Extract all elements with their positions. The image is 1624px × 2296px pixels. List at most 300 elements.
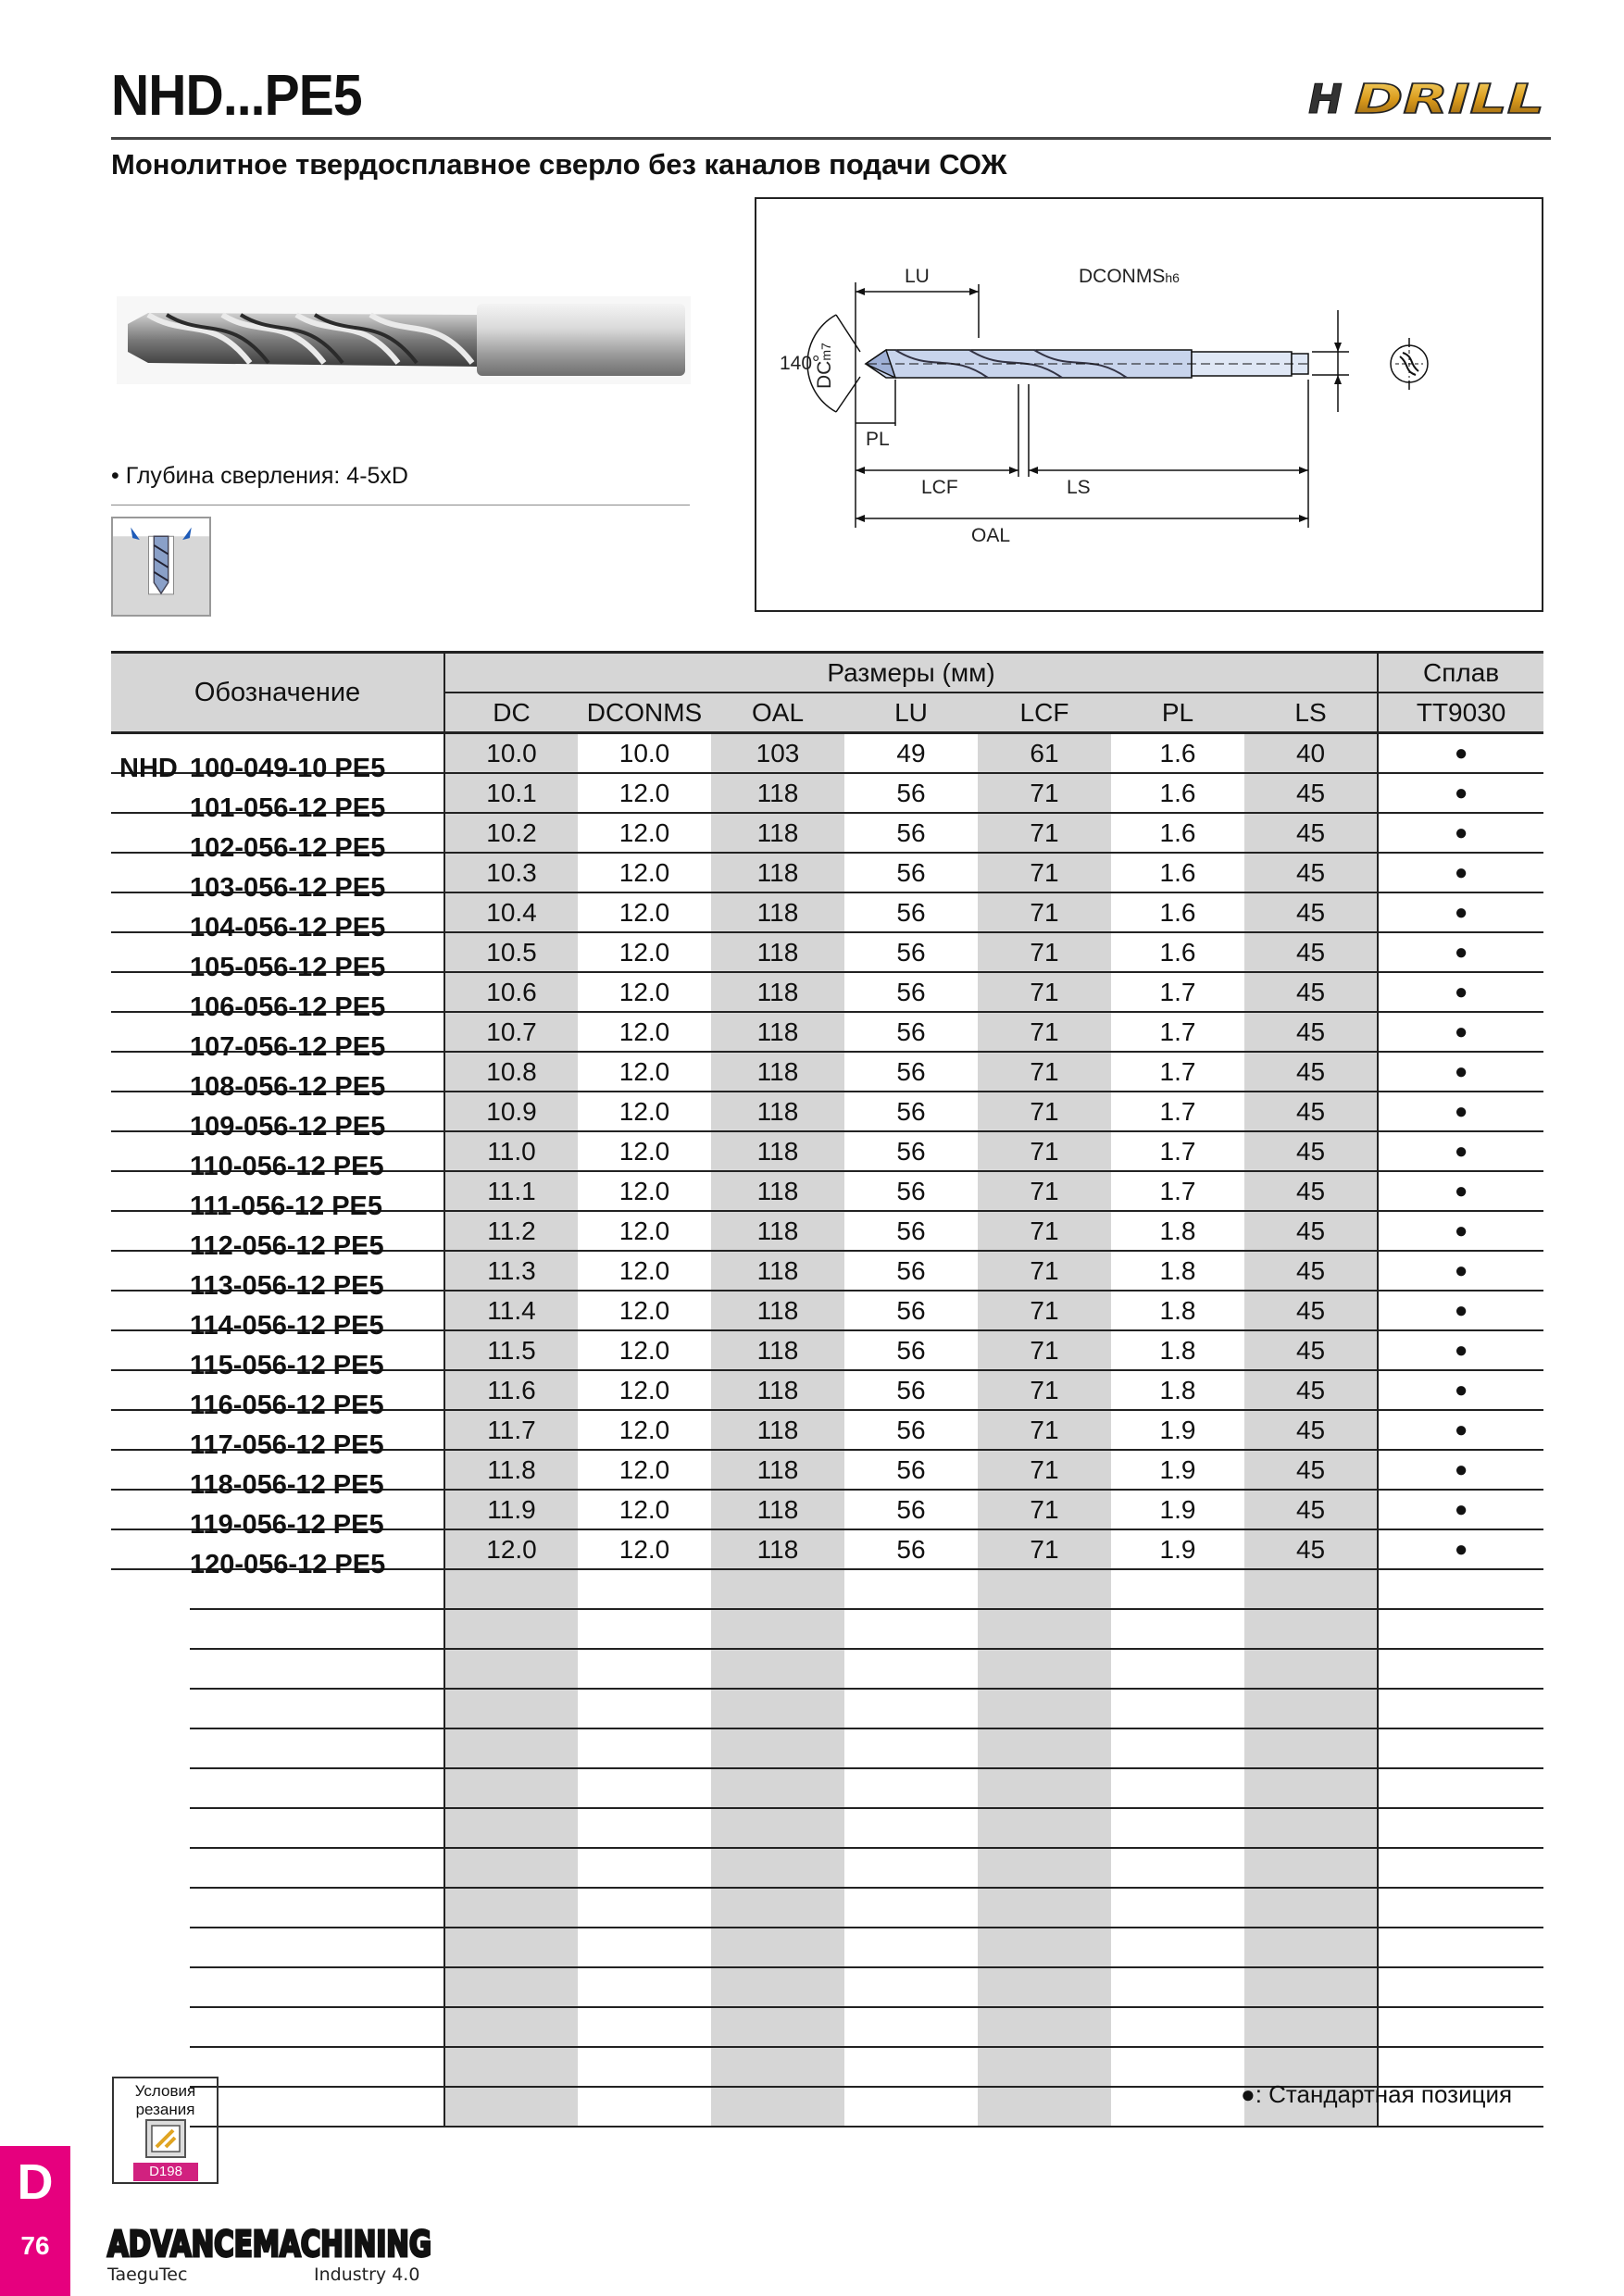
cell-dconms: 12.0 [578, 1171, 711, 1211]
cell-lcf: 71 [978, 1171, 1111, 1211]
designation-code: 120-056-12 PE5 [190, 1549, 386, 1579]
empty-cell [1378, 1569, 1543, 1609]
empty-cell [711, 1928, 844, 1967]
empty-cell [578, 1569, 711, 1609]
empty-cell [1244, 1569, 1378, 1609]
cell-lcf: 71 [978, 773, 1111, 813]
designation-cell [111, 1092, 444, 1142]
column-header-ls: LS [1244, 693, 1378, 733]
cell-pl: 1.8 [1111, 1330, 1244, 1370]
empty-cell [1244, 1609, 1378, 1649]
designation-cell [111, 1689, 444, 1728]
designation-cell [111, 932, 444, 982]
empty-cell [1244, 1768, 1378, 1808]
cell-lcf: 71 [978, 813, 1111, 853]
designation-cell [111, 733, 444, 783]
empty-cell [1111, 1848, 1244, 1888]
cell-alloy: ● [1378, 853, 1543, 892]
cell-lcf: 71 [978, 1291, 1111, 1330]
cell-dc: 10.8 [444, 1052, 578, 1092]
empty-cell [711, 1689, 844, 1728]
empty-cell [711, 1808, 844, 1848]
designation-code: 108-056-12 PE5 [190, 1071, 386, 1102]
cell-ls: 45 [1244, 1012, 1378, 1052]
empty-cell [578, 1928, 711, 1967]
cell-dconms: 12.0 [578, 813, 711, 853]
designation-code: 109-056-12 PE5 [190, 1111, 386, 1142]
svg-text:TaeguTec: TaeguTec [107, 2265, 188, 2285]
empty-cell [1111, 1808, 1244, 1848]
cell-lu: 49 [844, 733, 978, 774]
ls-label: LS [1067, 477, 1091, 498]
empty-cell [1111, 2047, 1244, 2087]
empty-row [111, 1689, 1543, 1728]
designation-cell [111, 892, 444, 942]
cell-ls: 45 [1244, 1370, 1378, 1410]
designation-cell [111, 1211, 444, 1261]
cell-oal: 118 [711, 1330, 844, 1370]
cell-ls: 45 [1244, 1171, 1378, 1211]
cell-pl: 1.9 [1111, 1410, 1244, 1450]
cell-lcf: 71 [978, 1370, 1111, 1410]
cell-pl: 1.7 [1111, 972, 1244, 1012]
cell-pl: 1.9 [1111, 1490, 1244, 1529]
cell-lu: 56 [844, 892, 978, 932]
cell-pl: 1.7 [1111, 1092, 1244, 1131]
empty-cell [1111, 1689, 1244, 1728]
cell-lcf: 71 [978, 1450, 1111, 1490]
column-header-lcf: LCF [978, 693, 1111, 733]
technical-drawing [755, 197, 1543, 612]
empty-cell [444, 1808, 578, 1848]
column-header-dc: DC [444, 693, 578, 733]
cell-dc: 11.4 [444, 1291, 578, 1330]
designation-cell [111, 1728, 444, 1768]
cell-lu: 56 [844, 1092, 978, 1131]
designation-cell [111, 1370, 444, 1420]
cell-lcf: 71 [978, 1410, 1111, 1450]
designation-cell [111, 1609, 444, 1649]
designation-code: 117-056-12 PE5 [190, 1429, 384, 1460]
empty-cell [578, 1967, 711, 2007]
empty-cell [711, 1609, 844, 1649]
cell-alloy: ● [1378, 773, 1543, 813]
cell-dc: 10.7 [444, 1012, 578, 1052]
cell-alloy: ● [1378, 892, 1543, 932]
empty-cell [1111, 1967, 1244, 2007]
empty-cell [578, 1848, 711, 1888]
designation-cell [111, 1131, 444, 1181]
empty-cell [1111, 2007, 1244, 2047]
cell-alloy: ● [1378, 932, 1543, 972]
cell-alloy: ● [1378, 1330, 1543, 1370]
designation-code: 107-056-12 PE5 [190, 1031, 386, 1062]
cell-oal: 118 [711, 1291, 844, 1330]
empty-cell [1378, 1689, 1543, 1728]
cell-lcf: 71 [978, 1092, 1111, 1131]
cell-dc: 11.7 [444, 1410, 578, 1450]
cell-lu: 56 [844, 1211, 978, 1251]
designation-cell [111, 773, 444, 823]
cell-pl: 1.8 [1111, 1370, 1244, 1410]
empty-cell [578, 1609, 711, 1649]
cell-dconms: 12.0 [578, 1251, 711, 1291]
table-row [111, 892, 1543, 932]
cell-oal: 118 [711, 813, 844, 853]
empty-cell [444, 1768, 578, 1808]
cell-dconms: 12.0 [578, 1450, 711, 1490]
table-row [111, 1291, 1543, 1330]
cell-pl: 1.9 [1111, 1529, 1244, 1569]
cell-lcf: 71 [978, 853, 1111, 892]
designation-cell [111, 813, 444, 863]
cell-ls: 45 [1244, 813, 1378, 853]
cell-pl: 1.6 [1111, 892, 1244, 932]
cell-dc: 10.0 [444, 733, 578, 774]
cell-oal: 118 [711, 1410, 844, 1450]
cell-lu: 56 [844, 1410, 978, 1450]
cell-dconms: 12.0 [578, 1052, 711, 1092]
designation-cell [111, 853, 444, 903]
empty-cell [1111, 1609, 1244, 1649]
row-rule [190, 2126, 443, 2128]
empty-row [111, 1728, 1543, 1768]
empty-cell [1378, 1768, 1543, 1808]
cell-oal: 103 [711, 733, 844, 774]
designation-cell [111, 1808, 444, 1848]
svg-text:Industry 4.0: Industry 4.0 [314, 2265, 420, 2285]
empty-cell [1111, 1569, 1244, 1609]
cell-alloy: ● [1378, 1291, 1543, 1330]
cell-dc: 10.5 [444, 932, 578, 972]
empty-cell [578, 1808, 711, 1848]
cell-lcf: 71 [978, 932, 1111, 972]
cell-lcf: 71 [978, 1211, 1111, 1251]
empty-cell [978, 1848, 1111, 1888]
cell-alloy: ● [1378, 972, 1543, 1012]
cell-lu: 56 [844, 1052, 978, 1092]
cell-dconms: 12.0 [578, 1092, 711, 1131]
table-row [111, 1092, 1543, 1131]
cell-ls: 45 [1244, 1291, 1378, 1330]
cell-oal: 118 [711, 1529, 844, 1569]
designation-cell [111, 1330, 444, 1380]
empty-cell [844, 1967, 978, 2007]
empty-cell [1244, 1967, 1378, 2007]
cell-alloy: ● [1378, 1490, 1543, 1529]
application-icon [111, 517, 211, 617]
cell-dconms: 12.0 [578, 1529, 711, 1569]
empty-cell [444, 1928, 578, 1967]
empty-cell [844, 1609, 978, 1649]
empty-cell [978, 1888, 1111, 1928]
cell-ls: 45 [1244, 972, 1378, 1012]
empty-cell [978, 2087, 1111, 2127]
designation-cell [111, 1529, 444, 1579]
column-header-oal: OAL [711, 693, 844, 733]
empty-cell [1244, 1848, 1378, 1888]
table-row [111, 1171, 1543, 1211]
empty-cell [578, 2007, 711, 2047]
designation-code: 118-056-12 PE5 [190, 1469, 384, 1500]
cell-ls: 45 [1244, 773, 1378, 813]
cell-lu: 56 [844, 813, 978, 853]
table-row [111, 1330, 1543, 1370]
designation-cell [111, 1490, 444, 1540]
empty-row [111, 1768, 1543, 1808]
cell-ls: 45 [1244, 1490, 1378, 1529]
column-header-pl: PL [1111, 693, 1244, 733]
table-row [111, 932, 1543, 972]
empty-cell [578, 2087, 711, 2127]
designation-cell [111, 972, 444, 1022]
alloy-header: Сплав [1378, 653, 1543, 693]
empty-cell [844, 1808, 978, 1848]
empty-cell [711, 1569, 844, 1609]
cell-dconms: 12.0 [578, 773, 711, 813]
cell-pl: 1.7 [1111, 1052, 1244, 1092]
empty-cell [444, 2087, 578, 2127]
designation-code: 116-056-12 PE5 [190, 1390, 384, 1420]
cell-oal: 118 [711, 1052, 844, 1092]
table-row [111, 733, 1543, 774]
cell-alloy: ● [1378, 1450, 1543, 1490]
empty-cell [844, 2007, 978, 2047]
designation-cell [111, 1967, 444, 2007]
cell-lu: 56 [844, 773, 978, 813]
cell-dconms: 12.0 [578, 892, 711, 932]
cell-dconms: 12.0 [578, 853, 711, 892]
cell-lcf: 71 [978, 1330, 1111, 1370]
cell-dc: 11.2 [444, 1211, 578, 1251]
empty-cell [844, 1689, 978, 1728]
specification-table [111, 651, 1543, 2128]
empty-cell [1111, 1888, 1244, 1928]
empty-row [111, 1928, 1543, 1967]
cell-dconms: 12.0 [578, 1131, 711, 1171]
cell-ls: 45 [1244, 1330, 1378, 1370]
cell-oal: 118 [711, 1171, 844, 1211]
empty-cell [444, 1689, 578, 1728]
designation-code: 113-056-12 PE5 [190, 1270, 384, 1301]
cell-oal: 118 [711, 853, 844, 892]
empty-cell [444, 1569, 578, 1609]
cell-dc: 10.4 [444, 892, 578, 932]
cell-dconms: 12.0 [578, 1012, 711, 1052]
empty-cell [1244, 2007, 1378, 2047]
empty-cell [1111, 2087, 1244, 2127]
empty-cell [1378, 2007, 1543, 2047]
designation-header: Обозначение [111, 653, 444, 733]
column-header-dconms: DCONMS [578, 693, 711, 733]
empty-cell [711, 1967, 844, 2007]
empty-cell [978, 1689, 1111, 1728]
empty-cell [978, 1808, 1111, 1848]
designation-prefix: NHD [119, 753, 178, 783]
empty-cell [1244, 1728, 1378, 1768]
empty-cell [578, 1649, 711, 1689]
empty-cell [978, 2047, 1111, 2087]
lcf-label: LCF [921, 477, 958, 498]
empty-cell [1111, 1928, 1244, 1967]
table-row [111, 1370, 1543, 1410]
cell-lu: 56 [844, 853, 978, 892]
cell-alloy: ● [1378, 1131, 1543, 1171]
cell-dc: 10.6 [444, 972, 578, 1012]
empty-cell [1378, 1888, 1543, 1928]
cell-pl: 1.6 [1111, 813, 1244, 853]
cell-oal: 118 [711, 1370, 844, 1410]
empty-cell [578, 1888, 711, 1928]
cell-oal: 118 [711, 1131, 844, 1171]
cell-ls: 45 [1244, 892, 1378, 932]
designation-code: 105-056-12 PE5 [190, 952, 386, 982]
cell-ls: 45 [1244, 1211, 1378, 1251]
cell-dconms: 12.0 [578, 1370, 711, 1410]
cell-lcf: 71 [978, 972, 1111, 1012]
legend: ●: Стандартная позиция [1241, 2080, 1513, 2108]
cell-oal: 118 [711, 1092, 844, 1131]
table-row [111, 1490, 1543, 1529]
cell-alloy: ● [1378, 1171, 1543, 1211]
cell-pl: 1.6 [1111, 773, 1244, 813]
cell-oal: 118 [711, 932, 844, 972]
cell-lu: 56 [844, 1450, 978, 1490]
empty-cell [1244, 1928, 1378, 1967]
cell-dc: 10.1 [444, 773, 578, 813]
cell-alloy: ● [1378, 1012, 1543, 1052]
designation-cell [111, 1649, 444, 1689]
cell-dconms: 12.0 [578, 972, 711, 1012]
empty-cell [844, 2087, 978, 2127]
cell-ls: 45 [1244, 853, 1378, 892]
cell-lu: 56 [844, 1370, 978, 1410]
empty-cell [711, 2047, 844, 2087]
designation-code: 100-049-10 PE5 [190, 753, 386, 783]
cell-dconms: 12.0 [578, 1291, 711, 1330]
cell-ls: 45 [1244, 1251, 1378, 1291]
empty-cell [444, 1848, 578, 1888]
empty-cell [444, 2047, 578, 2087]
cell-lcf: 71 [978, 892, 1111, 932]
table-row [111, 1410, 1543, 1450]
cell-dc: 10.3 [444, 853, 578, 892]
alloy-grade-header: TT9030 [1378, 693, 1543, 733]
cell-dc: 11.0 [444, 1131, 578, 1171]
cell-lu: 56 [844, 1490, 978, 1529]
svg-text:ADVANCEMACHINING: ADVANCEMACHINING [107, 2224, 431, 2265]
cell-pl: 1.8 [1111, 1211, 1244, 1251]
designation-code: 115-056-12 PE5 [190, 1350, 384, 1380]
cell-oal: 118 [711, 773, 844, 813]
hdrill-logo [1301, 74, 1551, 122]
cell-oal: 118 [711, 1012, 844, 1052]
cell-dc: 11.3 [444, 1251, 578, 1291]
cell-pl: 1.9 [1111, 1450, 1244, 1490]
section-letter: D [17, 2154, 54, 2210]
oal-label: OAL [971, 525, 1011, 546]
empty-cell [444, 1888, 578, 1928]
cell-oal: 118 [711, 1211, 844, 1251]
cell-oal: 118 [711, 1450, 844, 1490]
table-row [111, 853, 1543, 892]
designation-cell [111, 1171, 444, 1221]
cell-dconms: 10.0 [578, 733, 711, 774]
designation-cell [111, 1569, 444, 1609]
cell-oal: 118 [711, 1490, 844, 1529]
cell-dconms: 12.0 [578, 1211, 711, 1251]
empty-cell [711, 1848, 844, 1888]
cell-alloy: ● [1378, 733, 1543, 774]
designation-cell [111, 1291, 444, 1341]
svg-text:DRILL: DRILL [1355, 76, 1544, 122]
designation-code: 102-056-12 PE5 [190, 832, 386, 863]
cell-pl: 1.7 [1111, 1012, 1244, 1052]
designation-code: 110-056-12 PE5 [190, 1151, 384, 1181]
empty-cell [1378, 1967, 1543, 2007]
cell-pl: 1.7 [1111, 1171, 1244, 1211]
table-row [111, 773, 1543, 813]
cell-ls: 45 [1244, 1529, 1378, 1569]
cell-dc: 12.0 [444, 1529, 578, 1569]
empty-cell [1244, 1888, 1378, 1928]
cell-lu: 56 [844, 972, 978, 1012]
empty-cell [978, 1928, 1111, 1967]
cell-lu: 56 [844, 1251, 978, 1291]
designation-code: 112-056-12 PE5 [190, 1230, 384, 1261]
designation-code: 103-056-12 PE5 [190, 872, 386, 903]
cell-lu: 56 [844, 932, 978, 972]
empty-cell [978, 1609, 1111, 1649]
cell-pl: 1.6 [1111, 733, 1244, 774]
cell-pl: 1.8 [1111, 1251, 1244, 1291]
cell-ls: 45 [1244, 1410, 1378, 1450]
empty-cell [1111, 1728, 1244, 1768]
cutting-conditions-link[interactable] [112, 2077, 219, 2184]
empty-cell [711, 1768, 844, 1808]
empty-cell [978, 1768, 1111, 1808]
empty-cell [444, 2007, 578, 2047]
empty-row [111, 1569, 1543, 1609]
designation-cell [111, 1052, 444, 1102]
empty-cell [844, 1728, 978, 1768]
cell-dconms: 12.0 [578, 1490, 711, 1529]
dimensions-header: Размеры (мм) [444, 653, 1378, 693]
cutting-conditions-icon [145, 2119, 186, 2158]
pl-label: PL [866, 429, 890, 450]
cell-dc: 11.6 [444, 1370, 578, 1410]
table-row [111, 1052, 1543, 1092]
cell-pl: 1.8 [1111, 1291, 1244, 1330]
designation-cell [111, 1012, 444, 1062]
cell-oal: 118 [711, 892, 844, 932]
cell-lcf: 61 [978, 733, 1111, 774]
cell-dc: 10.2 [444, 813, 578, 853]
cell-dc: 11.5 [444, 1330, 578, 1370]
designation-cell [111, 1410, 444, 1460]
designation-cell [111, 1251, 444, 1301]
column-header-lu: LU [844, 693, 978, 733]
empty-cell [1244, 1808, 1378, 1848]
empty-cell [978, 2007, 1111, 2047]
empty-row [111, 1609, 1543, 1649]
empty-row [111, 1888, 1543, 1928]
empty-cell [444, 1728, 578, 1768]
cell-lu: 56 [844, 1529, 978, 1569]
cell-oal: 118 [711, 972, 844, 1012]
empty-cell [578, 1768, 711, 1808]
empty-cell [1378, 1808, 1543, 1848]
